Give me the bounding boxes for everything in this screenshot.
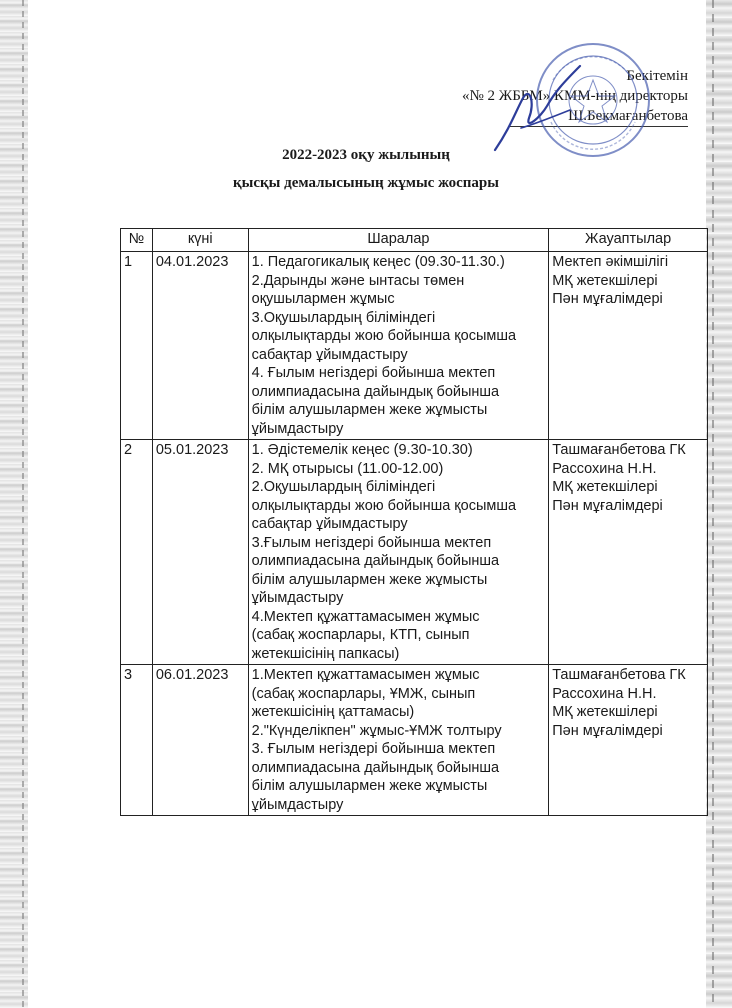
event-line: 2. МҚ отырысы (11.00-12.00)	[251, 460, 444, 477]
row-responsible	[549, 440, 708, 665]
row-date: 06.01.2023	[152, 665, 248, 816]
event-line: жетекшісінің қаттамасы)	[251, 704, 415, 720]
event-line: олимпиадасына дайындық бойынша	[251, 383, 500, 400]
responsible-line: Пән мұғалімдері	[552, 497, 663, 514]
event-line: білім алушылармен жеке жұмысты	[251, 402, 488, 418]
row-number: 3	[121, 665, 153, 816]
table-row	[121, 252, 708, 440]
responsible-line: МҚ жетекшілері	[552, 272, 658, 289]
event-line: 2.Дарынды және ынтасы төмен	[251, 272, 465, 289]
event-line: жетекшісінің папкасы)	[251, 645, 400, 662]
row-responsible	[549, 665, 708, 816]
approval-line-3: Ш.Бекмағанбетова	[508, 106, 688, 127]
title-line-1: 2022-2023 оқу жылының	[282, 147, 450, 163]
approval-line-1: Бекітемін	[626, 68, 688, 84]
event-line: (сабақ жоспарлары, ҰМЖ, сынып	[251, 685, 476, 702]
responsible-line: Ташмағанбетова ГК	[552, 442, 686, 458]
table-row	[121, 665, 708, 816]
header-responsible: Жауаптылар	[549, 229, 708, 252]
event-line: ұйымдастыру	[251, 420, 344, 437]
event-line: білім алушылармен жеке жұмысты	[251, 778, 488, 794]
event-line: 3. Ғылым негіздері бойынша мектеп	[251, 741, 496, 757]
row-events	[248, 440, 549, 665]
responsible-line: Ташмағанбетова ГК	[552, 667, 686, 683]
row-date: 05.01.2023	[152, 440, 248, 665]
responsible-line: МҚ жетекшілері	[552, 479, 658, 495]
event-line: 1. Педагогикалық кеңес (09.30-11.30.)	[251, 254, 505, 270]
row-date: 04.01.2023	[152, 252, 248, 440]
header-number: №	[121, 229, 153, 252]
event-line: олимпиадасына дайындық бойынша	[251, 553, 500, 569]
header-events: Шаралар	[248, 229, 549, 252]
event-line: 4.Мектеп құжаттамасымен жұмыс	[251, 608, 480, 625]
event-line: олқылықтарды жою бойынша қосымша	[251, 328, 517, 344]
title-line-2: қысқы демалысының жұмыс жоспары	[233, 175, 499, 191]
event-line: (сабақ жоспарлары, КТП, сынып	[251, 627, 470, 643]
event-line: олқылықтарды жою бойынша қосымша	[251, 497, 517, 514]
event-line: оқушылармен жұмыс	[251, 291, 395, 307]
approval-block	[462, 66, 688, 127]
header-date: күні	[152, 229, 248, 252]
event-line: 2."Күнделікпен" жұмыс-ҰМЖ толтыру	[251, 722, 502, 739]
event-line: ұйымдастыру	[251, 590, 344, 606]
row-responsible	[549, 252, 708, 440]
responsible-line: Пән мұғалімдері	[552, 291, 663, 307]
responsible-line: МҚ жетекшілері	[552, 704, 658, 720]
event-line: 1. Әдістемелік кеңес (9.30-10.30)	[251, 442, 473, 458]
row-events	[248, 252, 549, 440]
event-line: 4. Ғылым негіздері бойынша мектеп	[251, 365, 496, 381]
event-line: 1.Мектеп құжаттамасымен жұмыс	[251, 667, 480, 683]
event-line: олимпиадасына дайындық бойынша	[251, 759, 500, 776]
row-number: 1	[121, 252, 153, 440]
event-line: 3.Оқушылардың біліміндегі	[251, 309, 436, 326]
event-line: ұйымдастыру	[251, 796, 344, 813]
row-events	[248, 665, 549, 816]
responsible-line: Мектеп әкімшілігі	[552, 254, 669, 270]
approval-line-2: «№ 2 ЖББМ» КММ-нің директоры	[461, 88, 688, 104]
event-line: сабақтар ұйымдастыру	[251, 346, 408, 363]
row-number: 2	[121, 440, 153, 665]
table-header-row	[121, 229, 708, 252]
plan-table	[120, 228, 708, 816]
event-line: 3.Ғылым негіздері бойынша мектеп	[251, 534, 492, 551]
responsible-line: Пән мұғалімдері	[552, 722, 663, 739]
responsible-line: Рассохина Н.Н.	[552, 685, 657, 702]
event-line: білім алушылармен жеке жұмысты	[251, 571, 488, 588]
table-row	[121, 440, 708, 665]
responsible-line: Рассохина Н.Н.	[552, 460, 657, 477]
event-line: 2.Оқушылардың біліміндегі	[251, 479, 436, 495]
event-line: сабақтар ұйымдастыру	[251, 516, 408, 532]
